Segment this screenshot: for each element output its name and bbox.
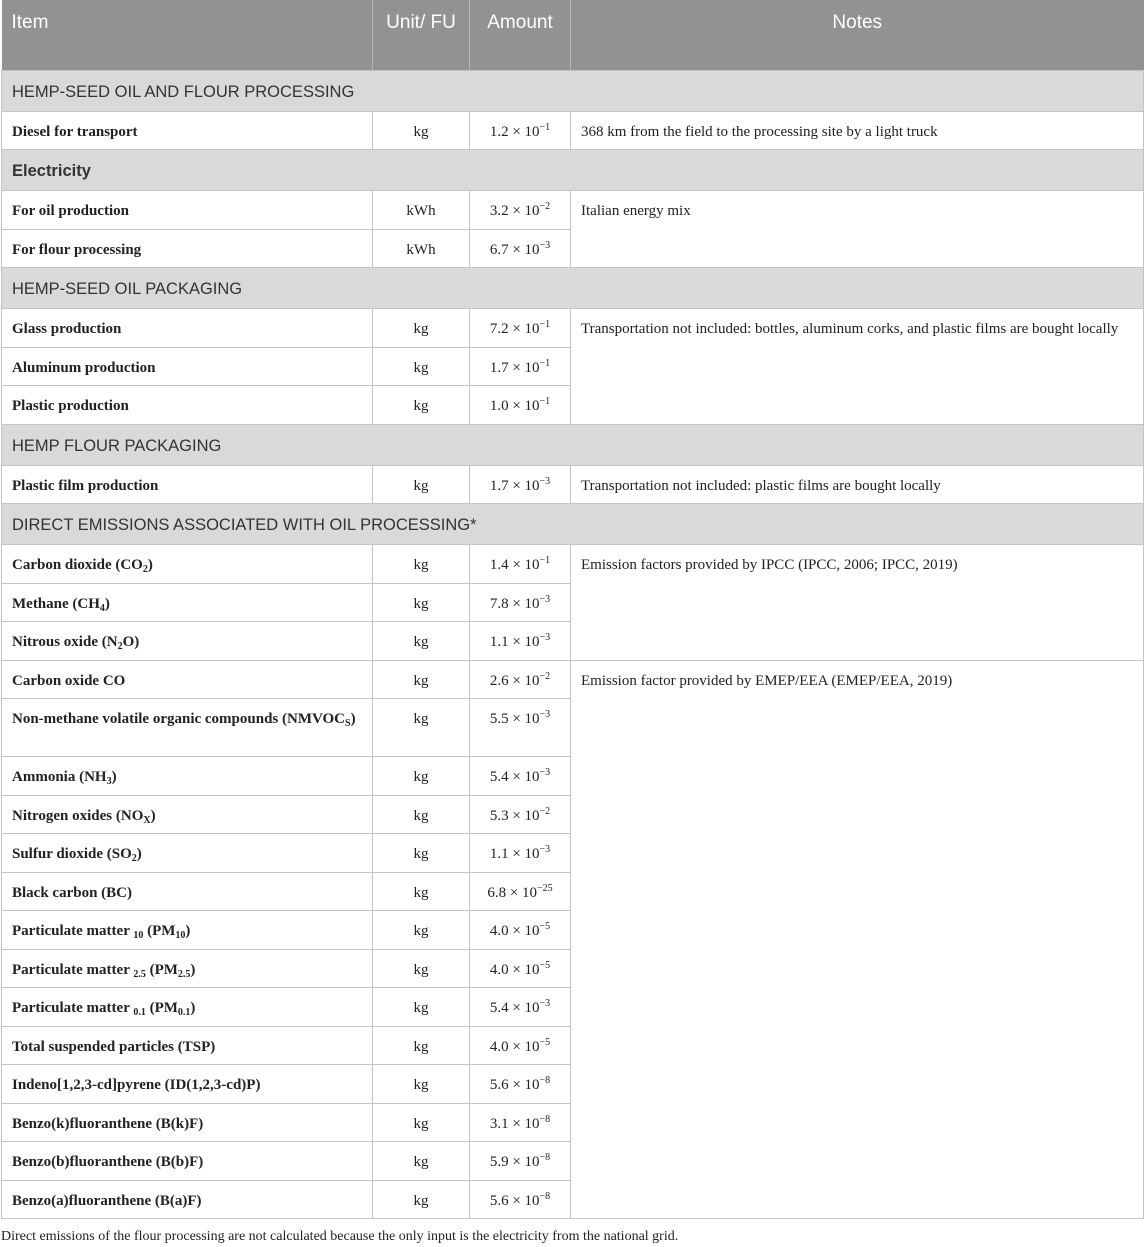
unit-cell: kg [373, 1142, 470, 1181]
section-title: HEMP-SEED OIL AND FLOUR PROCESSING [2, 70, 1144, 111]
item-cell: Particulate matter $_{10}$ $(PM_{10})$ [2, 911, 373, 950]
notes-cell: Emission factor provided by EMEP/EEA (EMEP/EEA, 2019) [571, 660, 1144, 1219]
item-cell: For flour processing [2, 229, 373, 268]
unit-cell: kg [373, 1180, 470, 1219]
unit-cell: kg [373, 465, 470, 504]
item-cell: Indeno[1,2,3-cd]pyrene (ID(1,2,3-cd)P) [2, 1065, 373, 1104]
amount-cell: $1.4 \times 10^{-1}$ [470, 545, 571, 584]
notes-cell: Italian energy mix [571, 191, 1144, 268]
header-notes: Notes [571, 0, 1144, 70]
amount-cell: $5.5 \times 10^{-3}$ [470, 699, 571, 757]
amount-cell: $6.8 \times 10^{-25}$ [470, 872, 571, 911]
amount-cell: $5.6 \times 10^{-8}$ [470, 1065, 571, 1104]
item-cell: Diesel for transport [2, 111, 373, 150]
section-row [2, 150, 1144, 191]
unit-cell: kg [373, 872, 470, 911]
amount-cell: $7.2 \times 10^{-1}$ [470, 309, 571, 348]
section-row [2, 70, 1144, 111]
header-unit: Unit/ FU [373, 0, 470, 70]
item-cell: Aluminum production [2, 347, 373, 386]
amount-cell: $2.6 \times 10^{-2}$ [470, 660, 571, 699]
unit-cell: kg [373, 757, 470, 796]
amount-cell: $5.9 \times 10^{-8}$ [470, 1142, 571, 1181]
unit-cell: kg [373, 545, 470, 584]
unit-cell: kg [373, 386, 470, 425]
header-amount: Amount [470, 0, 571, 70]
amount-cell: $1.7 \times 10^{-1}$ [470, 347, 571, 386]
unit-cell: kg [373, 622, 470, 661]
item-cell: Nitrogen oxides $(NO_X)$ [2, 795, 373, 834]
notes-cell: Transportation not included: plastic films are bought locally [571, 465, 1144, 504]
unit-cell: kg [373, 911, 470, 950]
section-title: DIRECT EMISSIONS ASSOCIATED WITH OIL PROCESSING* [2, 504, 1144, 545]
item-cell: Methane $(CH_4)$ [2, 583, 373, 622]
amount-cell: $4.0 \times 10^{-5}$ [470, 1026, 571, 1065]
amount-cell: $1.7 \times 10^{-3}$ [470, 465, 571, 504]
unit-cell: kWh [373, 229, 470, 268]
amount-cell: $1.0 \times 10^{-1}$ [470, 386, 571, 425]
table-header-row [2, 0, 1144, 70]
notes-cell: Emission factors provided by IPCC (IPCC, 2006; IPCC, 2019) [571, 545, 1144, 661]
item-cell: Plastic film production [2, 465, 373, 504]
item-cell: Benzo(k)fluoranthene (B(k)F) [2, 1103, 373, 1142]
unit-cell: kg [373, 111, 470, 150]
table-row [2, 111, 1144, 150]
unit-cell: kg [373, 309, 470, 348]
item-cell: Carbon dioxide $(CO_2)$ [2, 545, 373, 584]
section-title: Electricity [2, 150, 1144, 191]
unit-cell: kg [373, 347, 470, 386]
unit-cell: kg [373, 988, 470, 1027]
unit-cell: kg [373, 1103, 470, 1142]
amount-cell: $5.3 \times 10^{-2}$ [470, 795, 571, 834]
notes-cell: Transportation not included: bottles, aluminum corks, and plastic films are bought locally [571, 309, 1144, 425]
amount-cell: $1.1 \times 10^{-3}$ [470, 834, 571, 873]
unit-cell: kg [373, 795, 470, 834]
amount-cell: $5.4 \times 10^{-3}$ [470, 757, 571, 796]
amount-cell: $4.0 \times 10^{-5}$ [470, 911, 571, 950]
amount-cell: $3.2 \times 10^{-2}$ [470, 191, 571, 230]
section-row [2, 504, 1144, 545]
table-row [2, 191, 1144, 230]
section-row [2, 424, 1144, 465]
unit-cell: kg [373, 660, 470, 699]
item-cell: Benzo(a)fluoranthene (B(a)F) [2, 1180, 373, 1219]
item-cell: Benzo(b)fluoranthene (B(b)F) [2, 1142, 373, 1181]
item-cell: For oil production [2, 191, 373, 230]
item-cell: Sulfur dioxide $(SO_2)$ [2, 834, 373, 873]
amount-cell: $5.6 \times 10^{-8}$ [470, 1180, 571, 1219]
unit-cell: kWh [373, 191, 470, 230]
section-title: HEMP-SEED OIL PACKAGING [2, 268, 1144, 309]
item-cell: Nitrous oxide $(N_2O)$ [2, 622, 373, 661]
amount-cell: $1.1 \times 10^{-3}$ [470, 622, 571, 661]
item-cell: Non-methane volatile organic compounds $(NMVOC_S)$ [2, 699, 373, 757]
amount-cell: $1.2 \times 10^{-1}$ [470, 111, 571, 150]
table-row [2, 309, 1144, 348]
item-cell: Black carbon (BC) [2, 872, 373, 911]
header-item: Item [2, 0, 373, 70]
unit-cell: kg [373, 1065, 470, 1104]
section-row [2, 268, 1144, 309]
amount-cell: $7.8 \times 10^{-3}$ [470, 583, 571, 622]
table-row [2, 465, 1144, 504]
item-cell: Carbon oxide CO [2, 660, 373, 699]
unit-cell: kg [373, 1026, 470, 1065]
amount-cell: $5.4 \times 10^{-3}$ [470, 988, 571, 1027]
unit-cell: kg [373, 949, 470, 988]
section-title: HEMP FLOUR PACKAGING [2, 424, 1144, 465]
amount-cell: $6.7 \times 10^{-3}$ [470, 229, 571, 268]
item-cell: Total suspended particles (TSP) [2, 1026, 373, 1065]
item-cell: Particulate matter $_{2.5}$ $(PM_{2.5})$ [2, 949, 373, 988]
item-cell: Plastic production [2, 386, 373, 425]
item-cell: Particulate matter $_{0.1}$ $(PM_{0.1})$ [2, 988, 373, 1027]
unit-cell: kg [373, 583, 470, 622]
lci-table [1, 0, 1144, 1219]
unit-cell: kg [373, 699, 470, 757]
amount-cell: $4.0 \times 10^{-5}$ [470, 949, 571, 988]
amount-cell: $3.1 \times 10^{-8}$ [470, 1103, 571, 1142]
notes-cell: 368 km from the field to the processing site by a light truck [571, 111, 1144, 150]
table-row [2, 660, 1144, 699]
item-cell: Ammonia $(NH_3)$ [2, 757, 373, 796]
table-footnote: Direct emissions of the flour processing are not calculated because the only input is the electricity from the national grid. [1, 1229, 679, 1244]
table-row [2, 545, 1144, 584]
unit-cell: kg [373, 834, 470, 873]
item-cell: Glass production [2, 309, 373, 348]
